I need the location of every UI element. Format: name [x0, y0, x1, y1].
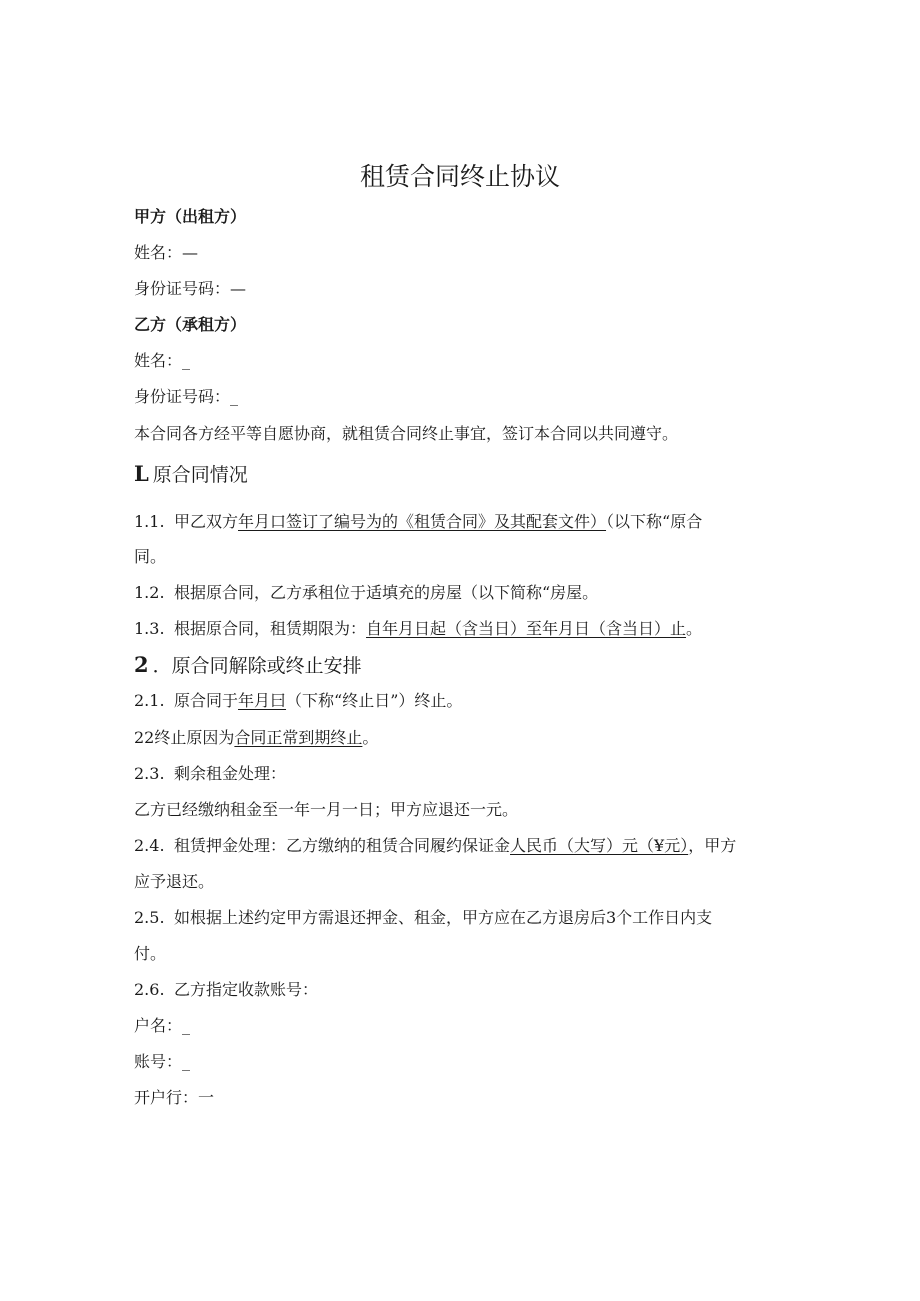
account-name: 户名：_ — [134, 1016, 191, 1035]
section-1-heading — [134, 461, 248, 488]
section-1-number: L — [134, 461, 149, 486]
clause-1-1 — [134, 511, 702, 533]
party-b-name: 姓名：_ — [134, 351, 191, 370]
clause-number: 1.3. — [134, 619, 165, 638]
party-b-heading: 乙方（承租方） — [134, 315, 247, 334]
clause-text: 根据原合同，乙方承租位于适填充的房屋（以下简称“房屋。 — [174, 583, 599, 602]
account-number: 账号：_ — [134, 1052, 191, 1071]
clause-2-2 — [134, 727, 378, 749]
clause-number: 2.5. — [134, 908, 165, 927]
clause-text: ，甲方 — [688, 836, 737, 855]
clause-number: 1.2. — [134, 583, 165, 602]
clause-text: （下称“终止日”）终止。 — [286, 691, 463, 710]
clause-number: 2.1. — [134, 691, 165, 710]
underlined-field: 人民币（大写）元（¥元） — [510, 836, 689, 855]
document-title: 租赁合同终止协议 — [359, 162, 560, 191]
clause-2-4 — [134, 835, 736, 857]
clause-text: 乙方指定收款账号： — [174, 980, 319, 999]
party-a-name: 姓名：— — [134, 243, 199, 262]
clause-2-3-detail: 乙方已经缴纳租金至一年一月一日；甲方应退还一元。 — [134, 800, 519, 819]
party-b-id: 身份证号码：_ — [134, 387, 239, 406]
clause-number: 2.3. — [134, 764, 165, 783]
clause-2-5-continued: 付。 — [134, 944, 167, 963]
clause-text: 。 — [362, 728, 379, 747]
section-2-number: 2 — [134, 652, 149, 677]
underlined-field: 年月口签订了编号为的《租赁合同》及其配套文件） — [238, 512, 607, 531]
underlined-field: 自年月日起（含当日）至年月日（含当日）止 — [366, 619, 687, 638]
clause-1-2 — [134, 582, 598, 604]
clause-2-1 — [134, 690, 462, 712]
clause-number: 1.1. — [134, 512, 165, 531]
clause-text: 。 — [686, 619, 703, 638]
section-1-title: 原合同情况 — [152, 464, 248, 486]
bank-name: 开户行：一 — [134, 1088, 215, 1107]
party-a-id: 身份证号码：— — [134, 279, 247, 298]
underlined-field: 年月曰 — [238, 691, 287, 710]
party-a-heading: 甲方（出租方） — [134, 207, 247, 226]
clause-text: 如根据上述约定甲方需退还押金、租金，甲方应在乙方退房后3个工作日内支 — [174, 908, 713, 927]
clause-1-3 — [134, 618, 702, 640]
clause-text: 租赁押金处理：乙方缴纳的租赁合同履约保证金 — [174, 836, 511, 855]
clause-2-3 — [134, 763, 286, 785]
clause-text: 根据原合同，租赁期限为： — [174, 619, 367, 638]
clause-number: 2.6. — [134, 980, 165, 999]
clause-number: 2.4. — [134, 836, 165, 855]
clause-2-4-continued: 应予退还。 — [134, 872, 215, 891]
clause-text: 甲乙双方 — [174, 512, 239, 531]
clause-2-6 — [134, 979, 318, 1001]
clause-text: 原合同于 — [174, 691, 239, 710]
clause-text: （以下称“原合 — [606, 512, 703, 531]
section-2-title: ．原合同解除或终止安排 — [152, 655, 362, 677]
clause-2-5 — [134, 907, 712, 929]
clause-text: 剩余租金处理： — [174, 764, 287, 783]
clause-1-1-continued: 同。 — [134, 547, 167, 566]
underlined-field: 合同正常到期终止 — [234, 728, 363, 747]
section-2-heading — [134, 652, 362, 679]
clause-text: 22终止原因为 — [134, 728, 235, 747]
preamble: 本合同各方经平等自愿协商，就租赁合同终止事宜，签订本合同以共同遵守。 — [134, 424, 679, 443]
